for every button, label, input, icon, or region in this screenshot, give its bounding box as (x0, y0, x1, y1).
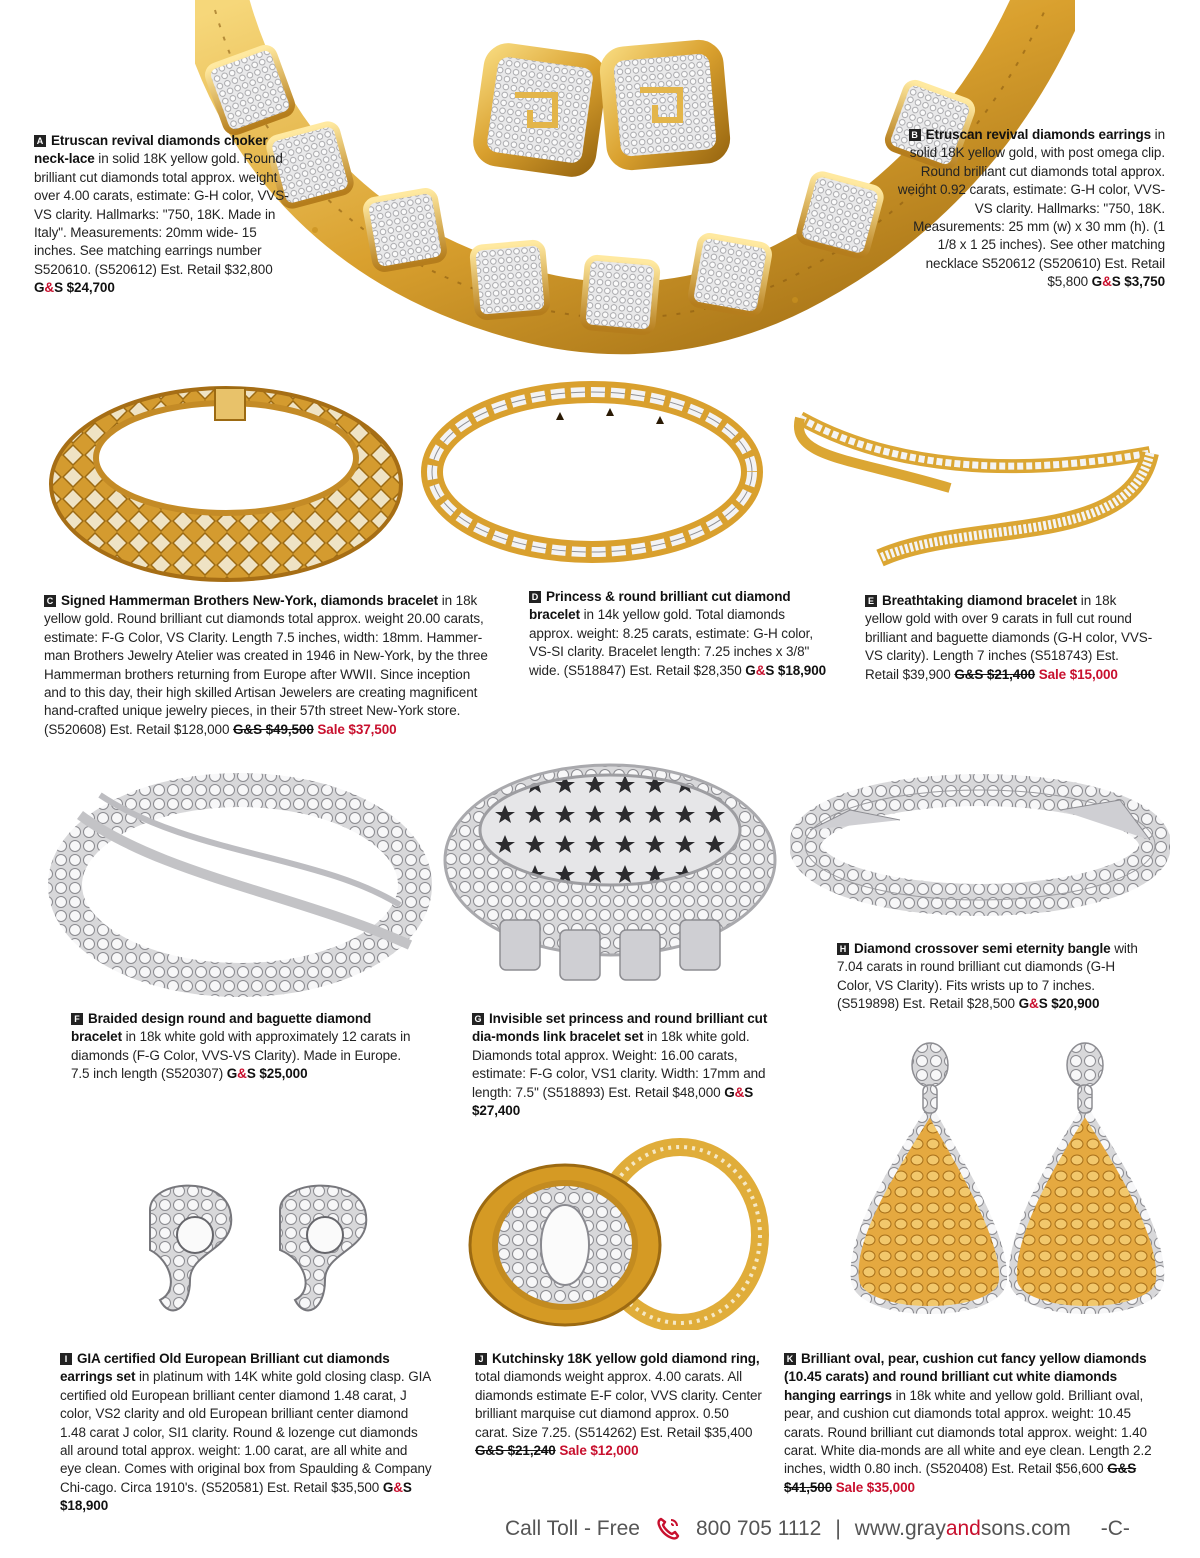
hanging-earrings-photo (845, 1040, 1170, 1330)
item-i-description (60, 1350, 432, 1516)
hanging-earrings-graphic (845, 1040, 1170, 1330)
gia-earrings-photo (130, 1170, 390, 1330)
item-a-gs-label: G&S (34, 280, 63, 296)
item-i-badge: I (60, 1353, 72, 1365)
page-number: -C- (1100, 1517, 1130, 1540)
invisible-set-bracelet-photo (430, 740, 790, 1002)
breathtaking-bracelet-photo (770, 398, 1170, 573)
item-e-strike-price: G&S $21,400 (954, 666, 1036, 682)
item-f-description (71, 1010, 421, 1084)
item-f-price: $25,000 (259, 1066, 308, 1082)
item-c-body: in 18k yellow gold. Round brilliant cut diamonds total approx. weight 20.00 carats, estimate: F-G Color, VS Clarity. Length 7.5 inches, width: 18mm. Hammer-man Brothers Jewelry Atelier was created in 1946 in New-York, by the three Hammerman brothers returning from Europe after WWII. Since inception and to this day, their high skilled Artisan Jewelers are creating magnificent hand-crafted unique jewelry pieces, in their 57th street New-York store. (S520608) Est. Retail $128,000 (44, 593, 488, 737)
princess-bracelet-photo (420, 372, 765, 572)
footer (505, 1515, 1185, 1545)
crossover-bangle-graphic (790, 770, 1170, 920)
item-d-description (529, 588, 829, 680)
footer-phone-number[interactable]: 800 705 1112 (695, 1517, 822, 1540)
item-d-price: $18,900 (777, 662, 827, 678)
footer-separator: | (835, 1517, 841, 1540)
item-i-price: $18,900 (60, 1498, 109, 1514)
braided-bracelet-photo (40, 755, 435, 1005)
footer-website-link[interactable]: www.grayandsons.com (854, 1517, 1071, 1541)
item-e-title: Breathtaking diamond bracelet (882, 593, 1078, 608)
item-h-gs-label: G&S (1018, 996, 1048, 1012)
item-b-badge: B (909, 129, 921, 141)
item-j-badge: J (475, 1353, 487, 1365)
item-f-body: in 18k white gold with approximately 12 carats in diamonds (F-G Color, VVS-VS Clarity). Made in Europe. 7.5 inch length (S520307) (71, 1029, 411, 1082)
phone-icon (654, 1515, 682, 1543)
item-g-description (472, 1010, 792, 1120)
item-f-gs-label: G&S (226, 1066, 256, 1082)
item-h-description (837, 940, 1147, 1014)
item-f-badge: F (71, 1013, 83, 1025)
item-b-description (895, 126, 1165, 292)
item-b-gs-label: G&S (1091, 274, 1121, 290)
item-h-title: Diamond crossover semi eternity bangle (854, 941, 1111, 956)
item-a-description (34, 132, 296, 298)
item-h-price: $20,900 (1051, 996, 1100, 1012)
item-c-strike-price: G&S $49,500 (233, 721, 314, 737)
item-c-sale-price: Sale $37,500 (317, 721, 397, 737)
item-k-description (784, 1350, 1164, 1497)
item-i-gs-label: G&S (382, 1479, 412, 1495)
item-j-body: total diamonds weight approx. 4.00 carats. All diamonds estimate E-F color, VVS clarity. Center brilliant marquise cut diamond approx. 0.50 carat. Size 7.25. (S514262) Est. Retail $35,400 (475, 1369, 762, 1440)
item-d-gs-label: G&S (745, 662, 775, 678)
item-i-body: in platinum with 14K white gold closing clasp. GIA certified old European brilliant center diamond 1.48 carat, J color, VS2 clarity and old European brilliant center diamond 1.48 carat J color, SI1 clarity. Round & lozenge cut diamonds all around total approx. weight: 1.00 carat, are all white and eye clean. Comes with original box from Spaulding & Company Chi-cago. Circa 1910's. (S520581) Est. Retail $35,500 (60, 1369, 432, 1495)
item-g-body: in 18k white gold. Diamonds total approx. Weight: 16.00 carats, estimate: F-G color, VS1 clarity. Width: 17mm and length: 7.5'' (S518893) Est. Retail $48,000 (472, 1029, 766, 1100)
breathtaking-bracelet-graphic (770, 398, 1170, 573)
item-j-strike-price: G&S $21,240 (475, 1443, 556, 1459)
item-b-title: Etruscan revival diamonds earrings (925, 127, 1152, 142)
item-d-title: Princess & round brilliant cut diamond bracelet (529, 589, 791, 623)
item-k-title: Brilliant oval, pear, cushion cut fancy yellow diamonds (10.45 carats) and round brilliant cut white diamonds hanging earrings (784, 1351, 1147, 1403)
princess-bracelet-graphic (420, 372, 765, 572)
item-h-badge: H (837, 943, 849, 955)
item-a-body: in solid 18K yellow gold. Round brilliant cut diamonds total approx. weight over 4.00 carats, estimate: G-H color, VVS-VS clarity. Hallmarks: "750, 18K. Made in Italy". Measurements: 20mm wide- 15 inches. See matching earrings number S520610. (S520612) Est. Retail $32,800 (34, 151, 289, 277)
item-e-description (865, 592, 1155, 684)
braided-bracelet-graphic (40, 755, 435, 1005)
item-k-body: in 18k white and yellow gold. Brilliant oval, pear, and cushion cut diamonds total approx. weight: 10.45 carats. Round brilliant cut diamonds total approx. weight: 1.40 carat. White dia-monds are all white and eye clean. Length 2.2 inches, width 0.80 inch. (S520408) Est. Retail $56,600 (784, 1387, 1152, 1477)
item-k-sale-price: Sale $35,000 (835, 1479, 915, 1495)
item-j-description (475, 1350, 765, 1460)
item-g-price: $27,400 (472, 1103, 521, 1119)
crossover-bangle-photo (790, 770, 1170, 920)
item-c-description (44, 592, 488, 739)
item-e-sale-price: Sale $15,000 (1038, 666, 1118, 682)
hammerman-bracelet-graphic (40, 378, 412, 590)
hammerman-bracelet-photo (40, 378, 412, 590)
footer-call-label: Call Toll - Free (505, 1517, 640, 1540)
item-j-sale-price: Sale $12,000 (559, 1443, 639, 1459)
item-g-gs-label: G&S (724, 1084, 754, 1100)
item-b-price: $3,750 (1124, 274, 1165, 290)
item-c-title: Signed Hammerman Brothers New-York, diamonds bracelet (61, 593, 439, 608)
item-i-title: GIA certified Old European Brilliant cut diamonds earrings set (60, 1351, 390, 1385)
item-k-badge: K (784, 1353, 796, 1365)
kutchinsky-ring-photo (455, 1135, 785, 1330)
invisible-set-bracelet-graphic (430, 740, 790, 1002)
item-g-badge: G (472, 1013, 484, 1025)
item-a-price: $24,700 (66, 280, 115, 296)
item-d-body: in 14k yellow gold. Total diamonds approx. weight: 8.25 carats, estimate: G-H color, VS-SI clarity. Bracelet length: 7.25 inches x 3/8" wide. (S518847) Est. Retail $28,350 (529, 607, 813, 678)
item-f-title: Braided design round and baguette diamond bracelet (71, 1011, 372, 1045)
item-a-badge: A (34, 135, 46, 147)
item-e-body: in 18k yellow gold with over 9 carats in full cut round brilliant and baguette diamonds (G-H color, VVS-VS clarity). Length 7 inches (S518743) Est. Retail $39,900 (865, 593, 1153, 682)
item-j-title: Kutchinsky 18K yellow gold diamond ring, (492, 1351, 760, 1366)
item-e-badge: E (865, 595, 877, 607)
item-b-body: in solid 18K yellow gold, with post omega clip. Round brilliant cut diamonds total approx. weight 0.92 carats, estimate: G-H color, VVS-VS clarity. Hallmarks: "750, 18K. Measurements: 25 mm (w) x 30 mm (h). (1 1/8 x 1 25 inches). See other matching necklace S520612 (S520610) Est. Retail $5,800 (897, 127, 1165, 290)
kutchinsky-ring-graphic (455, 1135, 785, 1330)
item-k-strike-price: G&S $41,500 (784, 1461, 1137, 1495)
item-g-title: Invisible set princess and round brilliant cut dia-monds link bracelet set (472, 1011, 768, 1045)
item-a-title: Etruscan revival diamonds choker neck-lace (34, 133, 268, 167)
item-h-body: with 7.04 carats in round brilliant cut diamonds (G-H Color, VS Clarity). Fits wrists up to 7 inches. (S519898) Est. Retail $28,500 (837, 941, 1138, 1012)
item-d-badge: D (529, 591, 541, 603)
gia-earrings-graphic (130, 1170, 390, 1330)
item-c-badge: C (44, 595, 56, 607)
